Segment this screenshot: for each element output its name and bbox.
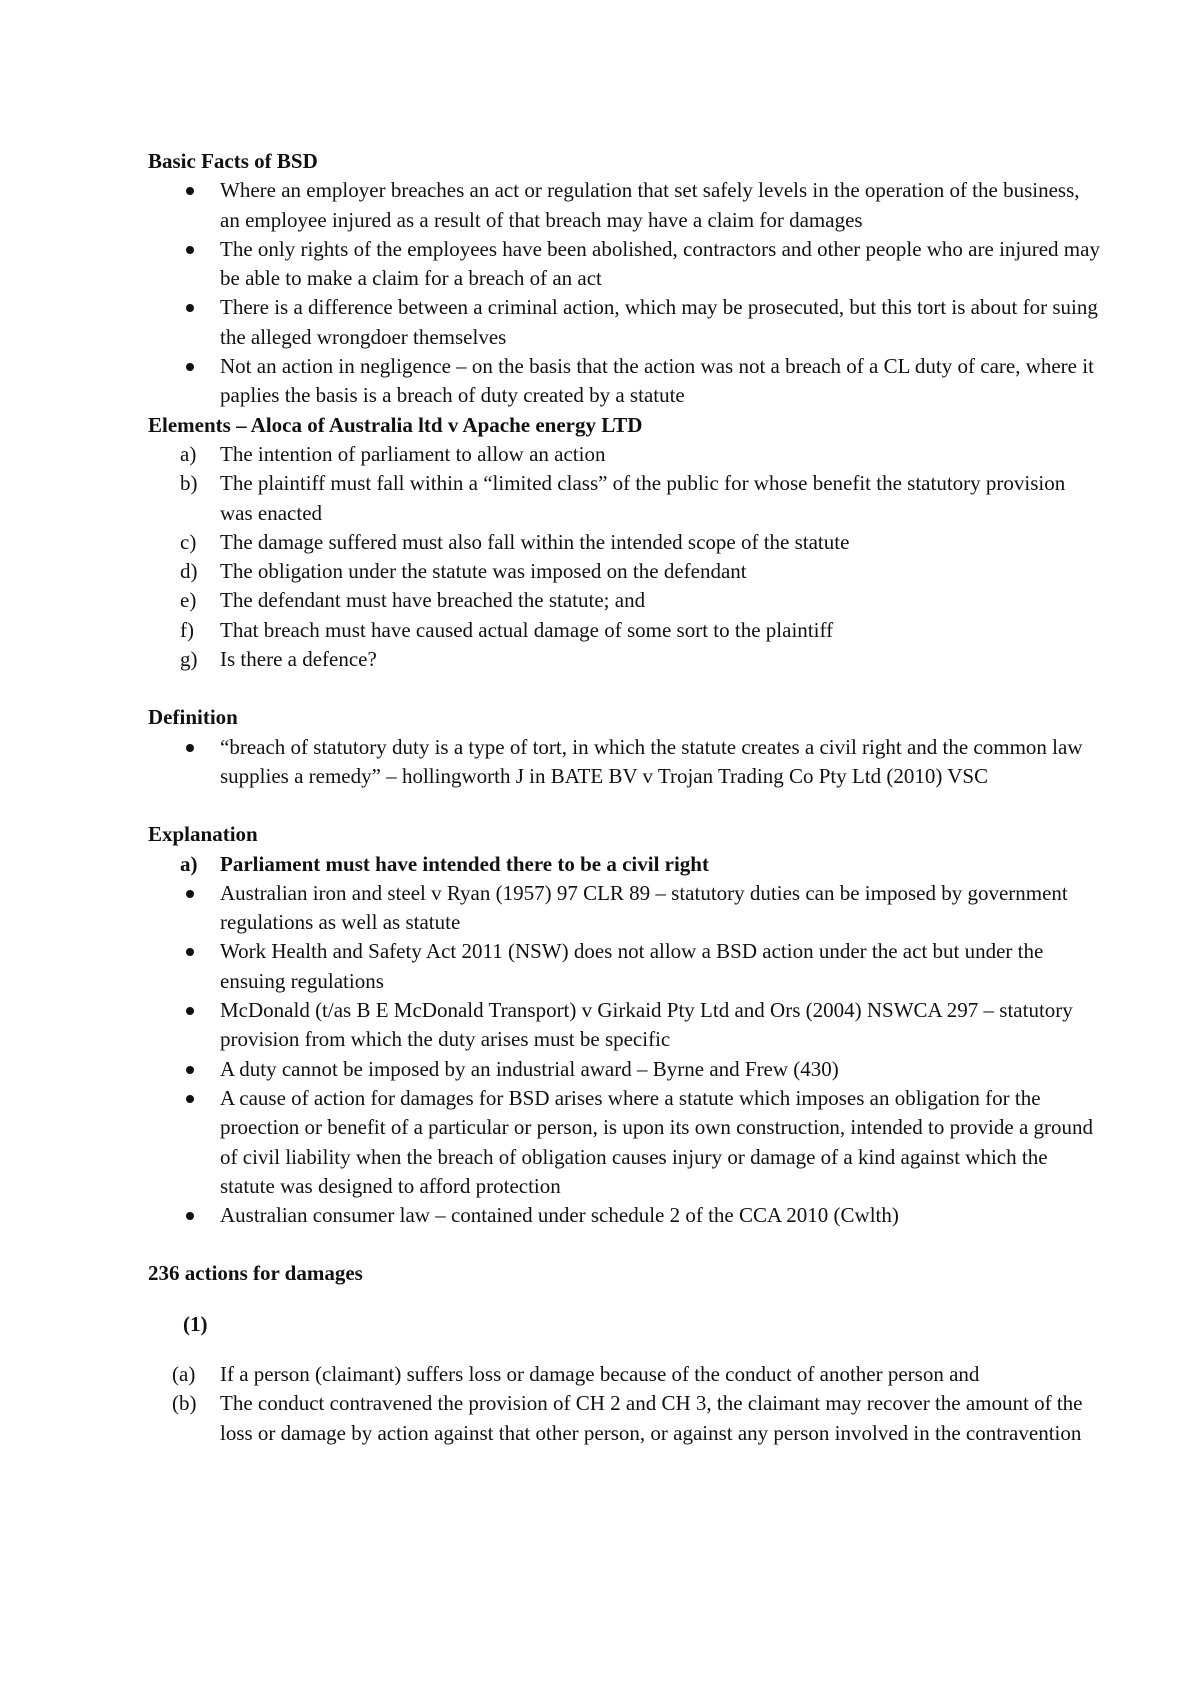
list-item: The only rights of the employees have been abolished, contractors and other people who are injured may be able to make a claim for a breach of an act [148, 235, 1100, 294]
definition-heading: Definition [148, 705, 238, 730]
list-item-text: If a person (claimant) suffers loss or damage because of the conduct of another person and [220, 1361, 980, 1386]
list-item: There is a difference between a criminal action, which may be prosecuted, but this tort is about for suing the alleged wrongdoer themselves [148, 293, 1100, 352]
list-item-text: That breach must have caused actual damage of some sort to the plaintiff [220, 617, 834, 642]
list-marker: d) [180, 559, 198, 584]
list-item [148, 440, 1100, 469]
list-item-text: The obligation under the statute was imposed on the defendant [220, 559, 747, 584]
explanation-subheading [148, 850, 1100, 879]
basic-facts-heading: Basic Facts of BSD [148, 149, 318, 173]
spacer [148, 674, 1100, 703]
list-item: Australian consumer law – contained under schedule 2 of the CCA 2010 (Cwlth) [148, 1201, 1100, 1230]
explanation-heading: Explanation [148, 822, 258, 847]
list-item [148, 616, 1100, 645]
basic-facts-list [148, 176, 1100, 410]
list-item [148, 586, 1100, 615]
list-marker: a) [180, 851, 198, 876]
list-item-text: The conduct contravened the provision of CH 2 and CH 3, the claimant may recover the amount of the loss or damage by action against that other person, or against any person involved in the contravention [220, 1391, 1083, 1445]
list-item: Work Health and Safety Act 2011 (NSW) does not allow a BSD action under the act but under the ensuing regulations [148, 937, 1100, 996]
list-item-text: Parliament must have intended there to be a civil right [220, 851, 709, 876]
list-marker: e) [180, 588, 197, 613]
list-item-text: The defendant must have breached the statute; and [220, 588, 646, 613]
list-marker: (a) [172, 1361, 196, 1386]
list-marker: a) [180, 441, 197, 466]
list-item: Where an employer breaches an act or regulation that set safely levels in the operation of the business, an employee injured as a result of that breach may have a claim for damages [148, 176, 1100, 235]
list-item-text: The intention of parliament to allow an action [220, 441, 606, 466]
explanation-subheading-list [148, 850, 1100, 879]
list-item [148, 469, 1100, 528]
explanation-section [148, 820, 1100, 1230]
spacer [148, 791, 1100, 820]
list-item: Not an action in negligence – on the basis that the action was not a breach of a CL duty of care, where it paplies the basis is a breach of duty created by a statute [148, 352, 1100, 411]
list-marker: f) [180, 617, 194, 642]
spacer [148, 1230, 1100, 1259]
list-item: Australian iron and steel v Ryan (1957) 97 CLR 89 – statutory duties can be imposed by government regulations as well as statute [148, 879, 1100, 938]
list-item-text: Is there a defence? [220, 647, 377, 672]
list-marker: (b) [172, 1391, 197, 1416]
list-item [148, 557, 1100, 586]
list-item-text: The damage suffered must also fall within the intended scope of the statute [220, 529, 850, 554]
elements-list [148, 440, 1100, 674]
elements-heading: Elements – Aloca of Australia ltd v Apache energy LTD [148, 412, 643, 437]
section-236-list [148, 1360, 1100, 1448]
definition-list [148, 733, 1100, 792]
elements-section [148, 411, 1100, 675]
list-item [148, 645, 1100, 674]
list-marker: c) [180, 529, 197, 554]
list-item [148, 1360, 1100, 1389]
list-item [148, 1389, 1100, 1448]
list-item: McDonald (t/as B E McDonald Transport) v Girkaid Pty Ltd and Ors (2004) NSWCA 297 – statutory provision from which the duty arises must be specific [148, 996, 1100, 1055]
list-item: “breach of statutory duty is a type of tort, in which the statute creates a civil right and the common law supplies a remedy” – hollingworth J in BATE BV v Trojan Trading Co Pty Ltd (2010) VSC [148, 733, 1100, 792]
list-marker: g) [180, 647, 198, 672]
subsection-number: (1) [183, 1311, 208, 1336]
explanation-list [148, 879, 1100, 1231]
section-236 [148, 1259, 1100, 1447]
list-item: A cause of action for damages for BSD arises where a statute which imposes an obligation for the proection or benefit of a particular or person, is upon its own construction, intended to provide a ground of civil liability when the breach of obligation causes injury or damage of a kind against which the statute was designed to afford protection [148, 1084, 1100, 1201]
list-item: A duty cannot be imposed by an industrial award – Byrne and Frew (430) [148, 1055, 1100, 1084]
list-item [148, 528, 1100, 557]
section-236-heading: 236 actions for damages [148, 1261, 363, 1286]
list-marker: b) [180, 471, 198, 496]
list-item-text: The plaintiff must fall within a “limited class” of the public for whose benefit the statutory provision was enacted [220, 471, 1066, 525]
basic-facts-section [148, 147, 1100, 411]
definition-section [148, 703, 1100, 791]
